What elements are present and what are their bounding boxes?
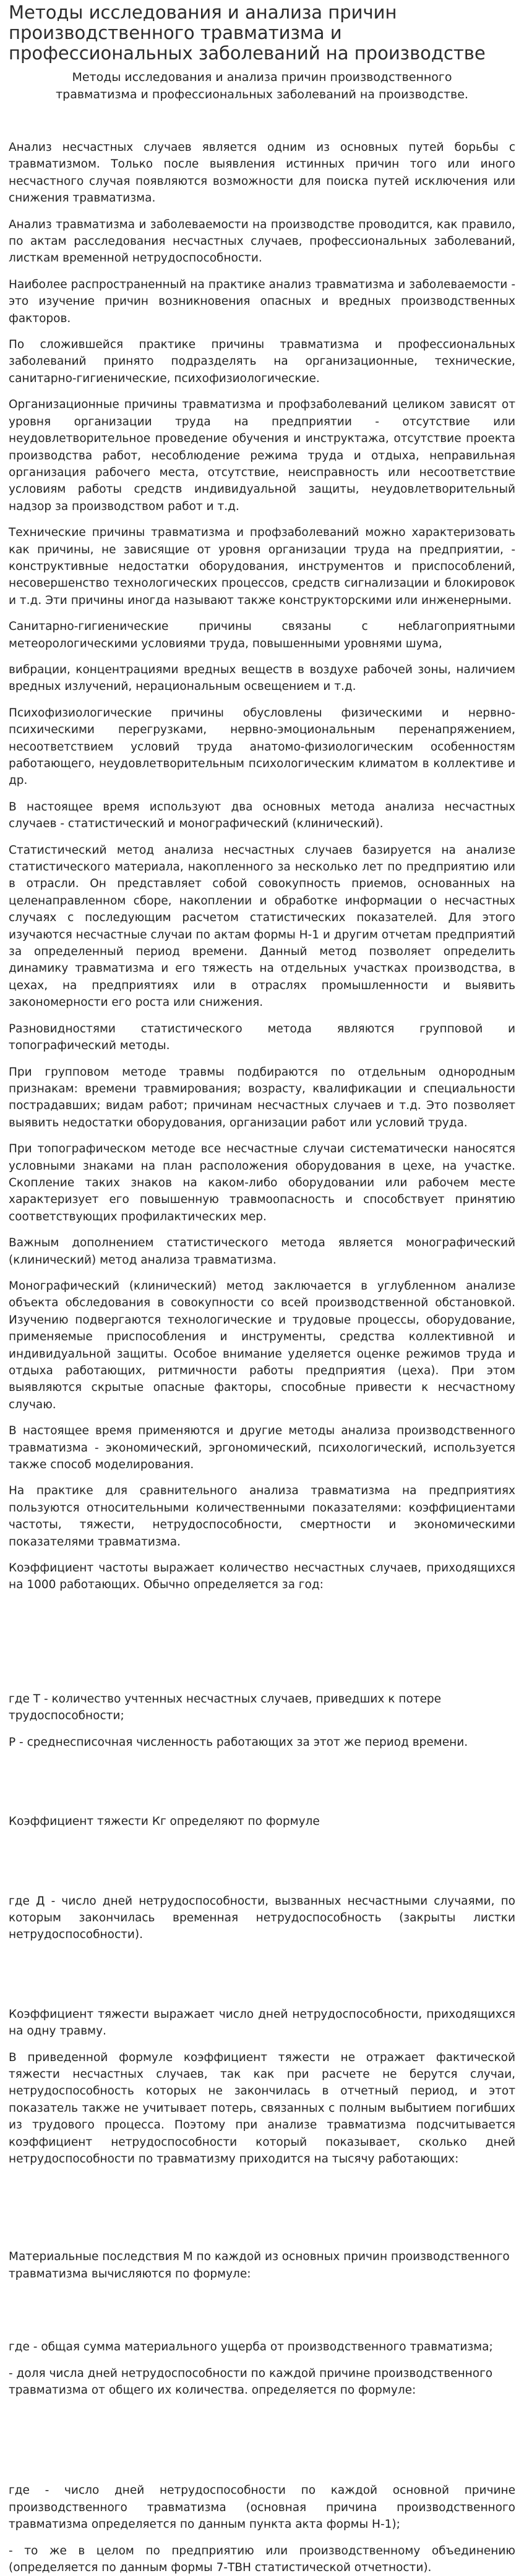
paragraph: - доля числа дней нетрудоспособности по каждой причине производственного травматизма от общего их количества. определяется по формуле:: [9, 2366, 493, 2397]
paragraph: При групповом методе травмы подбираются по отдельным однородным признакам: времени травмирования; возрасту, квалификации и специальности пострадавших; видам работ; причинам несчастных случаев и т.д. Это позволяет выявить недостатки оборудования, организации работ или условий труда.: [9, 1065, 515, 1129]
paragraph: Анализ травматизма и заболеваемости на производстве проводится, как правило, по актам расследования несчастных случаев, профессиональных заболеваний, листкам временной нетрудоспособности.: [9, 218, 515, 265]
paragraph: В настоящее время используют два основных метода анализа несчастных случаев - статистический и монографический (клинический).: [9, 800, 515, 831]
paragraph: где Т - количество учтенных несчастных случаев, приведших к потере трудоспособности;: [9, 1692, 441, 1723]
formula-gap: [9, 2177, 515, 2248]
formula-gap: [9, 1953, 515, 2006]
paragraph: В настоящее время применяются и другие методы анализа производственного травматизма - экономический, эргономический, психологический, используется также способ моделирования.: [9, 1424, 515, 1472]
page-title: Методы исследования и анализа причин производственного травматизма и профессиональных заболеваний на производстве: [9, 2, 486, 64]
formula-gap: [9, 2408, 515, 2482]
formula-gap: [9, 1760, 515, 1813]
paragraph: Статистический метод анализа несчастных случаев базируется на анализе статистического материала, накопленного за несколько лет по предприятию или в отрасли. Он представляет собой совокупность приемов, основанных на целенаправленном сборе, накоплении и обработке информации о несчастных случаях с последующим расчетом статистических показателей. Для этого изучаются несчастные случаи по актам формы Н-1 и другим отчетам предприятий за определенный период времени. Данный метод позволяет определить динамику травматизма и его тяжесть на отдельных участках производства, в цехах, на предприятиях или в отраслях промышленности и выявить закономерности его роста или снижения.: [9, 843, 516, 1010]
paragraph: По сложившейся практике причины травматизма и профессиональных заболеваний принято подразделять на организационные, технические, санитарно-гигиенические, психофизиологические.: [9, 338, 515, 385]
paragraph: Монографический (клинический) метод заключается в углубленном анализе объекта обследования в совокупности со всей производственной обстановкой. Изучению подвергаются технологические и трудовые процессы, оборудование, применяемые приспособления и инструменты, средства коллективной и индивидуальной защиты. Особое внимание уделяется оценке режимов труда и отдыха работающих, ритмичности работы предприятия (цеха). При этом выявляются скрытые опасные факторы, способные привести к несчастному случаю.: [9, 1279, 515, 1411]
paragraph: Важным дополнением статистического метода является монографический (клинический) метод анализа травматизма.: [9, 1236, 515, 1267]
document-page: [0, 2, 524, 2575]
paragraph: При топографическом методе все несчастные случаи систематически наносятся условными знаками на план расположения оборудования в цехе, на участке. Скопление таких знаков на каком-либо оборудовании или рабочем месте характеризует его повышенную травмоопасность и способствует принятию соответствующих профилактических мер.: [9, 1142, 515, 1223]
paragraph: Коэффициент тяжести Кг определяют по формуле: [9, 1815, 320, 1829]
paragraph: вибрации, концентрациями вредных веществ в воздухе рабочей зоны, наличием вредных излучений, нерациональным освещением и т.д.: [9, 663, 515, 694]
paragraph: В приведенной формуле коэффициент тяжести не отражает фактической тяжести несчастных случаев, так как при расчете не берутся случаи, нетрудоспособность которых не закончилась в отчетный период, и этот показатель также не учитывает потерь, связанных с полным выбытием погибших из трудового процесса. Поэтому при анализе травматизма подсчитывается коэффициент нетрудоспособности который показывает, сколько дней нетрудоспособности по травматизму приходится на тысячу работающих:: [9, 2051, 515, 2166]
page-subtitle: Методы исследования и анализа причин производственного травматизма и профессиональных заболеваний на производстве.: [56, 70, 468, 101]
paragraph: Материальные последствия М по каждой из основных причин производственного травматизма вычисляются по формуле:: [9, 2250, 510, 2281]
paragraph: Коэффициент частоты выражает количество несчастных случаев, приходящихся на 1000 работающих. Обычно определяется за год:: [9, 1562, 515, 1592]
formula-gap: [9, 2292, 515, 2339]
paragraph: Организационные причины травматизма и профзаболеваний целиком зависят от уровня организации труда на предприятии - отсутствие или неудовлетворительное проведение обучения и инструктажа, отсутствие проекта производства работ, несоблюдение режима труда и отдыха, неправильная организация рабочего места, отсутствие, неисправность или несоответствие условиям работы средств индивидуальной защиты, неудовлетворительный надзор за производством работ и т.д.: [9, 398, 515, 513]
paragraph: Разновидностями статистического метода являются групповой и топографический методы.: [9, 1022, 515, 1053]
paragraph: - то же в целом по предприятию или производственному объединению (определяется по данным формы 7-ТВН статистической отчетности).: [9, 2544, 515, 2575]
paragraph: Наиболее распространенный на практике анализ травматизма и заболеваемости - это изучение причин возникновения опасных и вредных производственных факторов.: [9, 278, 515, 325]
paragraph: Анализ несчастных случаев является одним из основных путей борьбы с травматизмом. Только после выявления истинных причин того или иного несчастного случая появляются возможности для поиска путей исключения или снижения травматизма.: [9, 141, 515, 205]
article-body: [9, 139, 515, 2576]
paragraph: На практике для сравнительного анализа травматизма на предприятиях пользуются относительными количественными показателями: коэффициентами частоты, тяжести, нетрудоспособности, смертности и экономическими показателями травматизма.: [9, 1484, 515, 1549]
paragraph: Психофизиологические причины обусловлены физическими и нервно-психическими перегрузками, нервно-эмоциональным перенапряжением, несоответствием условий труда анатомо-физиологическим особенностям работающего, неудовлетворительным психологическим климатом в коллективе и др.: [9, 706, 515, 788]
paragraph: Технические причины травматизма и профзаболеваний можно характеризовать как причины, не зависящие от уровня организации труда на предприятии, - конструктивные недостатки оборудования, инструментов и приспособлений, несовершенство технологических процессов, средств сигнализации и блокировок и т.д. Эти причины иногда называют также конструкторскими или инженерными.: [9, 526, 515, 607]
paragraph: где - число дней нетрудоспособности по каждой основной причине производственного травматизма (основная причина производственного травматизма определяется по данным пункта акта формы Н-1);: [9, 2484, 515, 2531]
formula-gap: [9, 1840, 515, 1893]
paragraph: где - общая сумма материального ущерба от производственного травматизма;: [9, 2340, 493, 2354]
paragraph: Р - среднесписочная численность работающих за этот же период времени.: [9, 1735, 468, 1749]
paragraph: где Д - число дней нетрудоспособности, вызванных несчастными случаями, по которым закончилась временная нетрудоспособность (закрыты листки нетрудоспособности).: [9, 1894, 515, 1942]
paragraph: Коэффициент тяжести выражает число дней нетрудоспособности, приходящихся на одну травму.: [9, 2007, 515, 2038]
formula-gap: [9, 1603, 515, 1691]
paragraph: Санитарно-гигиенические причины связаны с неблагоприятными метеорологическими условиями труда, повышенными уровнями шума,: [9, 620, 515, 650]
